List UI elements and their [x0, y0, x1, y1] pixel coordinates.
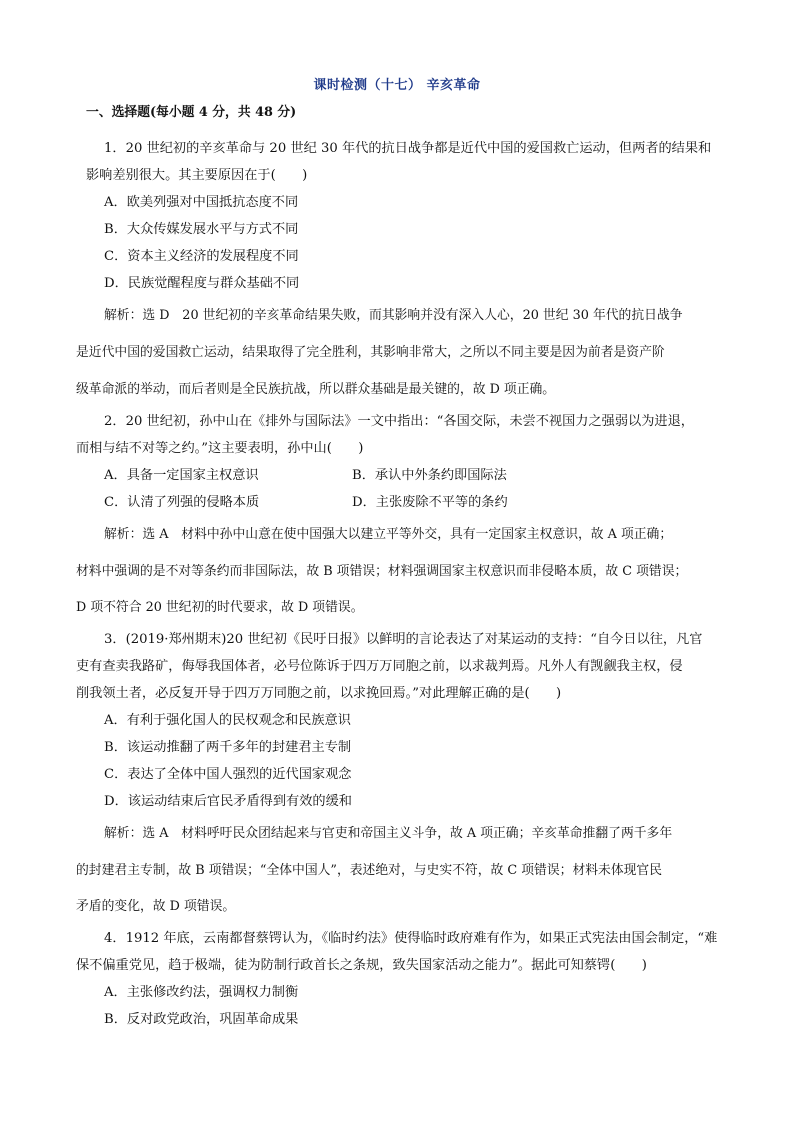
- q2-option-a: A．具备一定国家主权意识: [104, 468, 259, 483]
- q2-analysis-line-1: 解析：选 A 材料中孙中山意在使中国强大以建立平等外交，具有一定国家主权意识，故 A 项正确；: [104, 527, 673, 542]
- q2-option-d: D．主张废除不平等的条约: [352, 495, 508, 510]
- section-heading: 一、选择题(每小题 4 分，共 48 分): [86, 105, 297, 120]
- q3-option-a: A．有利于强化国人的民权观念和民族意识: [104, 713, 351, 728]
- q3-option-d: D．该运动结束后官民矛盾得到有效的缓和: [104, 794, 352, 809]
- q4-stem-line-1: 4．1912 年底，云南都督蔡锷认为，《临时约法》使得临时政府难有作为，如果正式宪法由国会制定，“难: [104, 931, 718, 946]
- page-title: 课时检测（十七） 辛亥革命: [313, 78, 481, 93]
- q3-stem-line-3: 削我领土者，必反复开导于四万万同胞之前，以求挽回焉。”对此理解正确的是( ): [76, 686, 562, 701]
- q1-option-d: D．民族觉醒程度与群众基础不同: [104, 276, 300, 291]
- q3-analysis-line-3: 矛盾的变化，故 D 项错误。: [76, 899, 236, 914]
- q3-analysis-line-1: 解析：选 A 材料呼吁民众团结起来与官吏和帝国主义斗争，故 A 项正确；辛亥革命推翻了两千多年: [104, 826, 673, 841]
- q2-analysis-line-2: 材料中强调的是不对等条约而非国际法，故 B 项错误；材料强调国家主权意识而非侵略本质，故 C 项错误；: [76, 564, 688, 579]
- q4-stem-line-2: 保不偏重党见，趋于极端，徒为防制行政首长之条规，致失国家活动之能力”。据此可知蔡锷( ): [76, 958, 647, 973]
- q3-stem-line-1: 3．(2019·郑州期末)20 世纪初《民吁日报》以鲜明的言论表达了对某运动的支持：“自今日以往，凡官: [104, 632, 703, 647]
- q2-option-b: B．承认中外条约即国际法: [352, 468, 507, 483]
- q1-option-c: C．资本主义经济的发展程度不同: [104, 249, 299, 264]
- q3-analysis-line-2: 的封建君主专制，故 B 项错误；“全体中国人”，表述绝对，与史实不符，故 C 项错误；材料未体现官民: [76, 863, 663, 878]
- q1-analysis-line-2: 是近代中国的爱国救亡运动，结果取得了完全胜利，其影响非常大，之所以不同主要是因为前者是资产阶: [76, 345, 665, 360]
- q1-option-b: B．大众传媒发展水平与方式不同: [104, 222, 299, 237]
- q1-option-a: A．欧美列强对中国抵抗态度不同: [104, 195, 299, 210]
- q3-stem-line-2: 吏有查卖我路矿，侮辱我国体者，必号位陈诉于四万万同胞之前，以求裁判焉。凡外人有觊觎我主权，侵: [76, 659, 683, 674]
- q1-analysis-line-1: 解析：选 D 20 世纪初的辛亥革命结果失败，而其影响并没有深入人心，20 世纪 30 年代的抗日战争: [104, 308, 683, 323]
- q3-option-b: B．该运动推翻了两千多年的封建君主专制: [104, 740, 352, 755]
- q3-option-c: C．表达了全体中国人强烈的近代国家观念: [104, 767, 352, 782]
- q2-option-c: C．认清了列强的侵略本质: [104, 495, 260, 510]
- q2-stem-line-1: 2．20 世纪初，孙中山在《排外与国际法》一文中指出：“各国交际，未尝不视国力之强弱以为进退，: [104, 414, 694, 429]
- q4-option-b: B．反对政党政治，巩固革命成果: [104, 1012, 299, 1027]
- q1-stem-line-1: 1．20 世纪初的辛亥革命与 20 世纪 30 年代的抗日战争都是近代中国的爱国救亡运动，但两者的结果和: [104, 141, 712, 156]
- q1-analysis-line-3: 级革命派的举动，而后者则是全民族抗战，所以群众基础是最关键的，故 D 项正确。: [76, 382, 556, 397]
- q2-stem-line-2: 而相与结不对等之约。”这主要表明，孙中山( ): [76, 441, 364, 456]
- q4-option-a: A．主张修改约法，强调权力制衡: [104, 985, 299, 1000]
- q1-stem-line-2: 影响差别很大。其主要原因在于( ): [86, 168, 308, 183]
- q2-analysis-line-3: D 项不符合 20 世纪初的时代要求，故 D 项错误。: [76, 600, 364, 615]
